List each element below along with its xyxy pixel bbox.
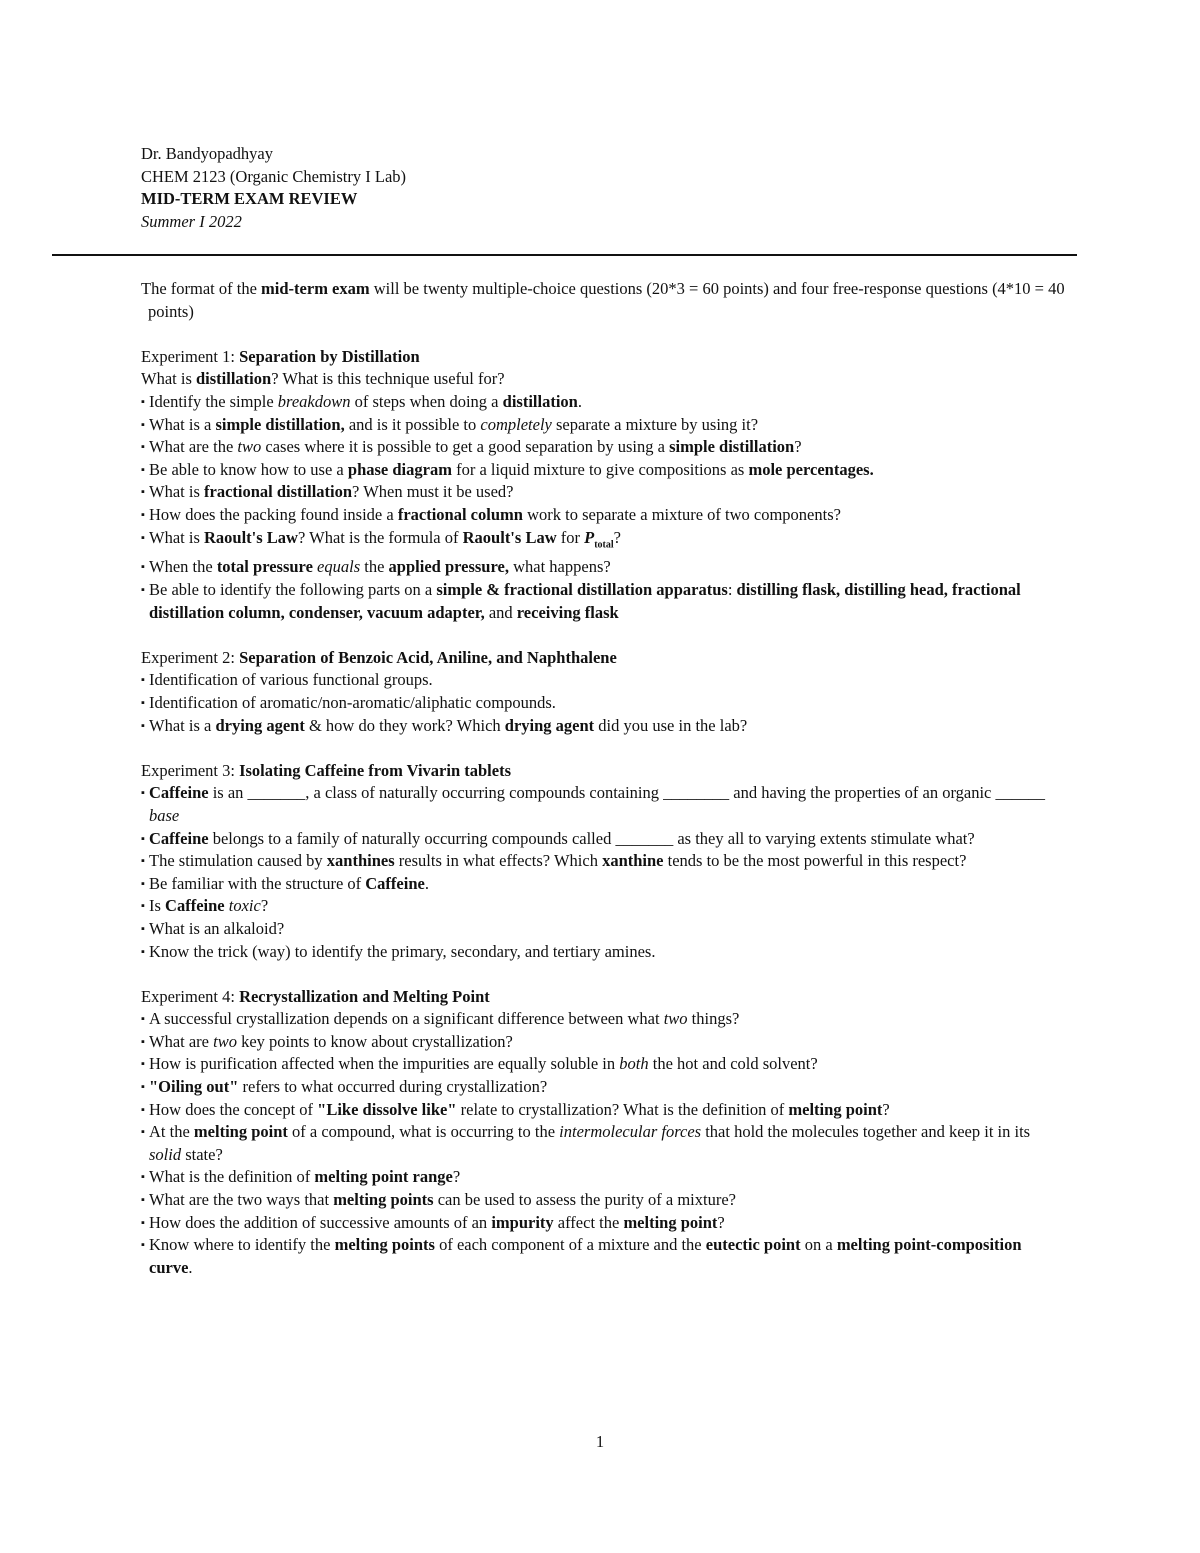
- list-item: ▪ The stimulation caused by xanthines results in what effects? Which xanthine tends to be the most powerful in this respect?: [141, 850, 1066, 873]
- list-item: ▪ How does the concept of "Like dissolve like" relate to crystallization? What is the definition of melting point?: [141, 1099, 1066, 1122]
- experiment-4-section: [141, 986, 1066, 1280]
- list-item: ▪ Be familiar with the structure of Caffeine.: [141, 873, 1066, 896]
- list-item: ▪ A successful crystallization depends on a significant difference between what two things?: [141, 1008, 1066, 1031]
- header-divider: [52, 254, 1077, 256]
- list-item: ▪ Identification of various functional groups.: [141, 669, 1066, 692]
- experiment-2-list: [141, 669, 1066, 737]
- experiment-3-heading: Experiment 3: Isolating Caffeine from Vivarin tablets: [141, 760, 511, 780]
- page-number: 1: [595, 1432, 605, 1451]
- experiment-4-list: [141, 1008, 1066, 1279]
- list-item: ▪ What is a simple distillation, and is it possible to completely separate a mixture by using it?: [141, 414, 1066, 437]
- list-item: ▪ What is an alkaloid?: [141, 918, 1066, 941]
- list-item: ▪ Caffeine is an _______, a class of naturally occurring compounds containing ________ and having the properties of an organic ______ base: [141, 782, 1066, 827]
- list-item: ▪ Be able to know how to use a phase diagram for a liquid mixture to give compositions as mole percentages.: [141, 459, 1066, 482]
- list-item: ▪ Know the trick (way) to identify the primary, secondary, and tertiary amines.: [141, 941, 1066, 964]
- list-item: ▪ How does the packing found inside a fractional column work to separate a mixture of two components?: [141, 504, 1066, 527]
- list-item: ▪ What is the definition of melting point range?: [141, 1166, 1066, 1189]
- experiment-1-question: What is distillation? What is this technique useful for?: [141, 369, 505, 389]
- term: Summer I 2022: [141, 211, 242, 231]
- list-item: ▪ Caffeine belongs to a family of naturally occurring compounds called _______ as they all to varying extents stimulate what?: [141, 828, 1066, 851]
- experiment-1-list: [141, 391, 1066, 624]
- list-item: ▪ Know where to identify the melting points of each component of a mixture and the eutectic point on a melting point-composition curve.: [141, 1234, 1066, 1279]
- list-item: ▪ Identification of aromatic/non-aromatic/aliphatic compounds.: [141, 692, 1066, 715]
- experiment-3-list: [141, 782, 1066, 963]
- experiment-3-section: [141, 760, 1066, 963]
- list-item: ▪ How does the addition of successive amounts of an impurity affect the melting point?: [141, 1212, 1066, 1235]
- list-item: ▪ What are the two ways that melting points can be used to assess the purity of a mixture?: [141, 1189, 1066, 1212]
- experiment-4-heading: Experiment 4: Recrystallization and Melting Point: [141, 986, 490, 1006]
- intro-paragraph: The format of the mid-term exam will be twenty multiple-choice questions (20*3 = 60 points) and four free-response questions (4*10 = 40 points): [141, 279, 1065, 321]
- list-item: ▪ What are two key points to know about crystallization?: [141, 1031, 1066, 1054]
- document-header: [141, 143, 406, 233]
- course-name: CHEM 2123 (Organic Chemistry I Lab): [141, 166, 407, 186]
- document-body: [141, 278, 1066, 1279]
- list-item: ▪ At the melting point of a compound, what is occurring to the intermolecular forces that hold the molecules together and keep it in its solid state?: [141, 1121, 1066, 1166]
- experiment-1-section: [141, 346, 1066, 624]
- list-item: ▪ When the total pressure equals the applied pressure, what happens?: [141, 556, 1066, 579]
- document-title: MID-TERM EXAM REVIEW: [141, 189, 358, 209]
- list-item: ▪ What are the two cases where it is possible to get a good separation by using a simple distillation?: [141, 436, 1066, 459]
- list-item: ▪ What is fractional distillation? When must it be used?: [141, 481, 1066, 504]
- list-item: ▪ What is a drying agent & how do they work? Which drying agent did you use in the lab?: [141, 715, 1066, 738]
- list-item: ▪ Is Caffeine toxic?: [141, 895, 1066, 918]
- experiment-2-heading: Experiment 2: Separation of Benzoic Acid, Aniline, and Naphthalene: [141, 647, 617, 667]
- experiment-2-section: [141, 647, 1066, 737]
- list-item: ▪ Be able to identify the following parts on a simple & fractional distillation apparatus: distilling flask, distilling head, fractional distillation column, condenser, vacuum adapter, and receiving flask: [141, 579, 1066, 624]
- list-item: ▪ How is purification affected when the impurities are equally soluble in both the hot and cold solvent?: [141, 1053, 1066, 1076]
- list-item: ▪ Identify the simple breakdown of steps when doing a distillation.: [141, 391, 1066, 414]
- experiment-1-heading: Experiment 1: Separation by Distillation: [141, 346, 420, 366]
- list-item: ▪ What is Raoult's Law? What is the formula of Raoult's Law for $P_{total}$?: [141, 527, 1066, 557]
- instructor-name: Dr. Bandyopadhyay: [141, 144, 273, 163]
- list-item: ▪ "Oiling out" refers to what occurred during crystallization?: [141, 1076, 1066, 1099]
